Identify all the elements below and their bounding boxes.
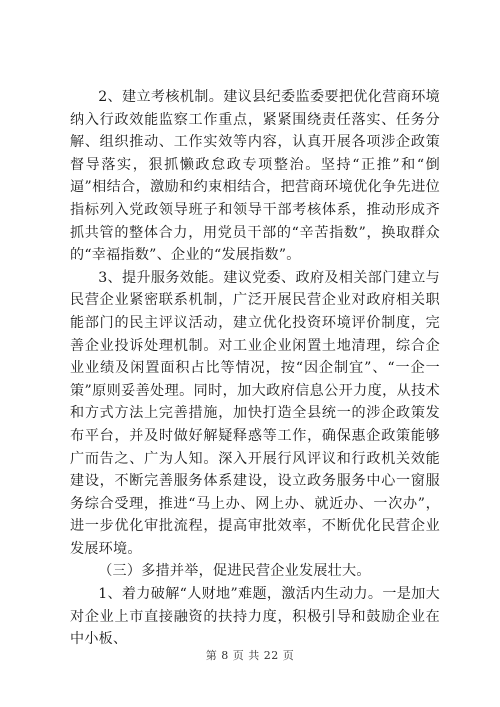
section-heading: （三）多措并举，促进民营企业发展壮大。 <box>98 563 371 580</box>
document-body <box>70 86 440 651</box>
paragraph-service-efficiency: 3、提升服务效能。建议党委、政府及相关部门建立与民营企业紧密联系机制，广泛开展民营企业对政府相关职能部门的民主评议活动，建立优化投资环境评价制度，完善企业投诉处理机制。对工业企业闲置土地清理，综合企业业绩及闲置面积占比等情况，按“因企制宜”、“一企一策”原则妥善处理。同时，加大政府信息公开力度，从技术和方式方法上完善措施，加快打造全县统一的涉企政策发布平台，并及时做好解疑释惑等工作，确保惠企政策能够广而告之、广为人知。深入开展行风评议和行政机关效能建设，不断完善服务体系建设，设立政务服务中心一窗服务综合受理，推进“马上办、网上办、就近办、一次办”，进一步优化审批流程，提高审批效率，不断优化民营企业发展环境。 <box>70 269 440 557</box>
paragraph-assessment-mechanism: 2、建立考核机制。建议县纪委监委要把优化营商环境纳入行政效能监察工作重点，紧紧围绕责任落实、任务分解、组织推动、工作实效等内容，认真开展各项涉企政策督导落实，狠抓懒政怠政专项整治。坚持“正推”和“倒逼”相结合，激励和约束相结合，把营商环境优化争先进位指标列入党政领导班子和领导干部考核体系，推动形成齐抓共管的整体合力，用党员干部的“辛苦指数”，换取群众的“幸福指数”、企业的“发展指数”。 <box>70 89 440 264</box>
paragraph-people-finance-land: 1、着力破解“人财地”难题，激活内生动力。一是加大对企业上市直接融资的扶持力度，积极引导和鼓励企业在中小板、 <box>70 586 440 648</box>
page-number-footer: 第 8 页 共 22 页 <box>205 649 295 662</box>
